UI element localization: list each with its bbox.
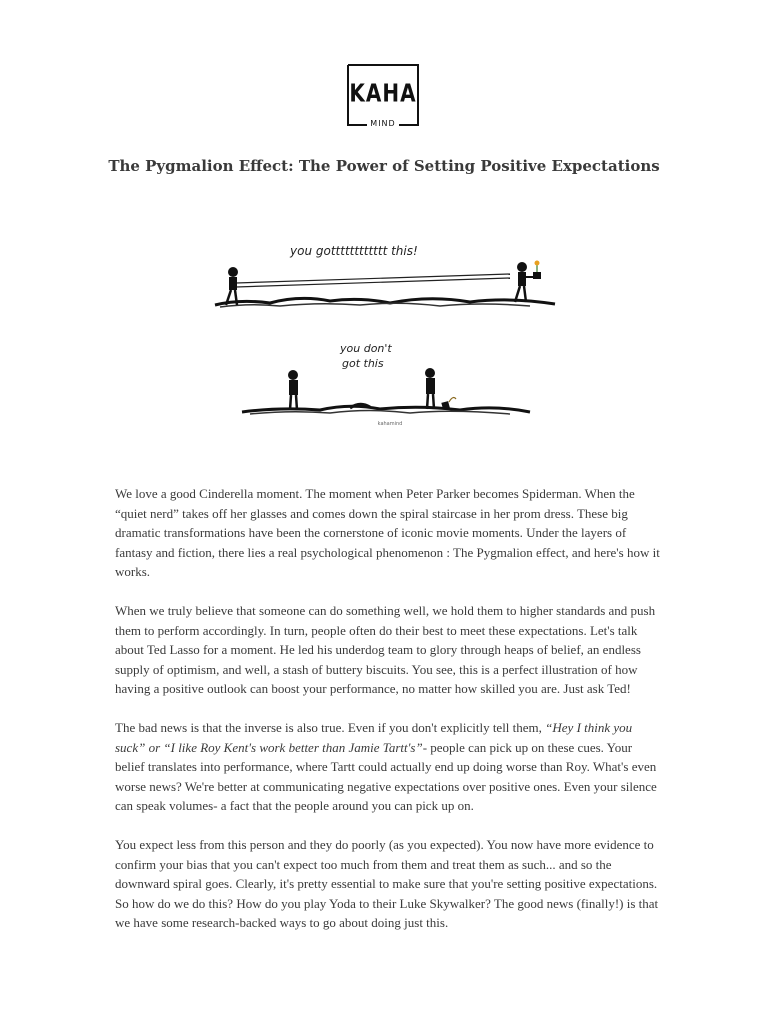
figure-left-bottom — [288, 370, 298, 410]
top-caption: you gotttttttttttt this! — [290, 244, 418, 258]
bottom-caption-line2: got this — [342, 357, 384, 370]
paragraph-4: You expect less from this person and they do poorly (as you expected). You now have more evidence to confirm your bias that you can't expect too much from them and treat them as such... and so the downward spiral goes. Clearly, it's pretty essential to make sure that you're setting positive expectations. So how do we do this? How do you play Yoda to their Luke Skywalker? The good news (finally!) is that we have some research-backed ways to go about doing just this. — [115, 836, 659, 931]
paragraph-3 — [115, 718, 660, 816]
logo-mark — [347, 64, 419, 126]
logo-word-kaha: KAHA — [349, 79, 417, 109]
paragraph-3-start: The bad news is that the inverse is also true. Even if you don't explicitly tell them, — [115, 719, 546, 735]
paragraph-1: We love a good Cinderella moment. The moment when Peter Parker becomes Spiderman. When the “quiet nerd” takes off her glasses and comes down the spiral staircase in her prom dress. These big dramatic transformations have been the cornerstone of iconic movie moments. Under the layers of fantasy and fiction, there lies a real psychological phenomenon : The Pygmalion effect, and here's how it works. — [115, 486, 660, 580]
paragraph-2: When we truly believe that someone can do something well, we hold them to higher standards and push them to perform accordingly. In turn, people often do their best to meet these expectations. Let's talk about Ted Lasso for a moment. He led his underdog team to glory through heaps of belief, an endless supply of optimism, and well, a stash of buttery biscuits. You see, this is a perfect illustration of how having a positive outlook can boost your performance, no matter how skilled you are. Just ask Ted! — [115, 602, 656, 697]
hero-illustration — [210, 225, 570, 430]
figure-right-bottom — [425, 368, 456, 410]
article-title: The Pygmalion Effect: The Power of Setting Positive Expectations — [108, 157, 660, 175]
figure-left-top — [226, 267, 238, 305]
logo-word-mind: MIND — [370, 119, 396, 126]
figure-right-top — [515, 261, 541, 303]
illustration-drawing — [210, 225, 570, 430]
illustration-signature: kahamind — [377, 421, 403, 427]
paragraph-3-end: - people can pick up on these cues. Your belief translates into performance, where Tartt could actually end up doing worse than Roy. What's even worse news? We're better at communicating negative expectations over positive ones. Even your silence can speak volumes- a fact that the people around you can pick up on. — [115, 739, 657, 814]
paragraph-3-quote: “Hey I think you suck” or “I like Roy Kent's work better than Jamie Tartt's” — [115, 719, 633, 755]
kaha-mind-logo — [347, 64, 419, 126]
article-body — [115, 484, 660, 952]
bottom-caption-line1: you don't — [340, 342, 392, 355]
